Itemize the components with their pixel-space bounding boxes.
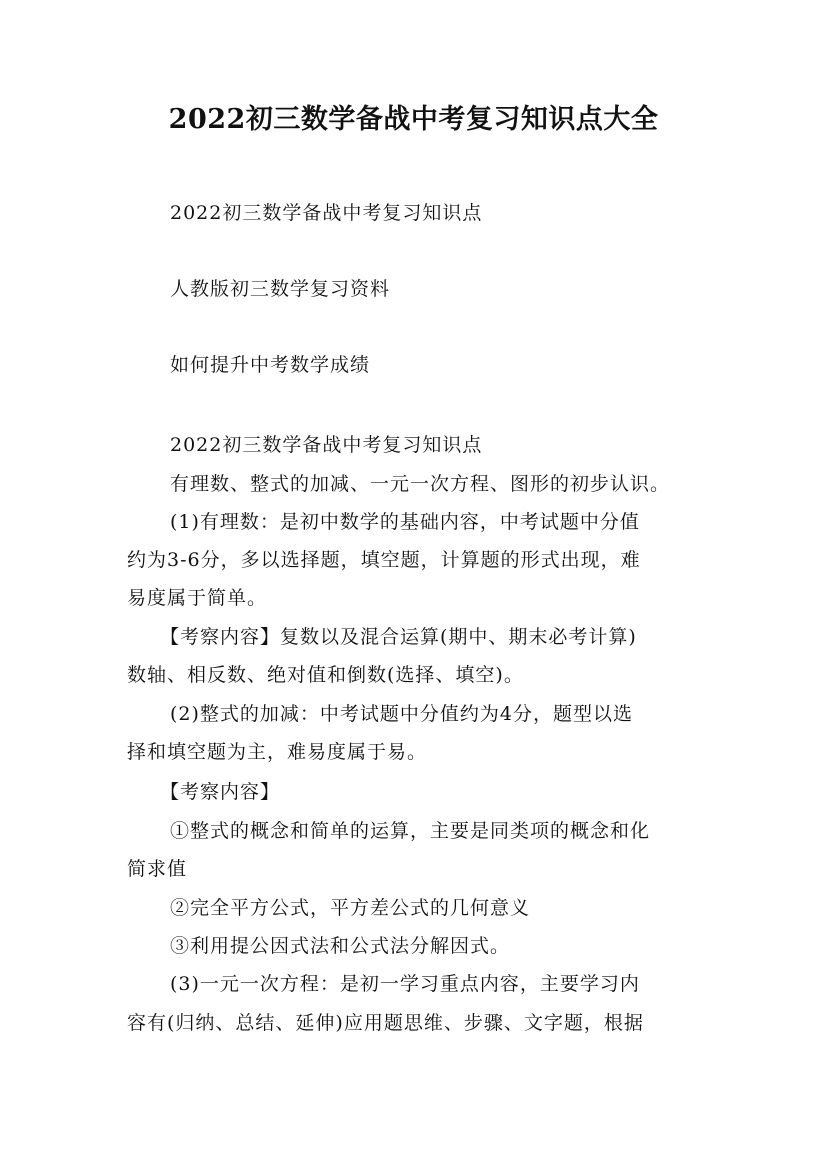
- paragraph-line: (2)整式的加减：中考试题中分值约为4分，题型以选: [170, 703, 634, 725]
- section-heading: 2022初三数学备战中考复习知识点: [170, 434, 483, 456]
- paragraph-line: 【考察内容】复数以及混合运算(期中、期末必考计算): [160, 626, 637, 648]
- toc-link-3[interactable]: 如何提升中考数学成绩: [170, 354, 371, 376]
- paragraph-line: (3)一元一次方程：是初一学习重点内容，主要学习内: [170, 973, 640, 995]
- toc-link-2[interactable]: 人教版初三数学复习资料: [170, 278, 391, 300]
- paragraph-line: 容有(归纳、总结、延伸)应用题思维、步骤、文字题，根据: [127, 1012, 644, 1034]
- paragraph-line: 数轴、相反数、绝对值和倒数(选择、填空)。: [127, 664, 524, 686]
- paragraph-line: (1)有理数：是初中数学的基础内容，中考试题中分值: [170, 511, 640, 533]
- paragraph-line: ②完全平方公式，平方差公式的几何意义: [170, 897, 531, 919]
- paragraph-line: 【考察内容】: [160, 781, 281, 803]
- paragraph-line: 简求值: [127, 858, 188, 880]
- paragraph-line: ①整式的概念和简单的运算，主要是同类项的概念和化: [170, 820, 651, 842]
- paragraph-line: 易度属于简单。: [127, 587, 268, 609]
- paragraph-line: 择和填空题为主，难易度属于易。: [127, 741, 428, 763]
- paragraph-line: 约为3-6分，多以选择题，填空题，计算题的形式出现，难: [127, 549, 641, 571]
- paragraph-line: ③利用提公因式法和公式法分解因式。: [170, 935, 511, 957]
- paragraph-line: 有理数、整式的加减、一元一次方程、图形的初步认识。: [170, 473, 671, 495]
- document-title: 2022初三数学备战中考复习知识点大全: [168, 104, 659, 135]
- toc-link-1[interactable]: 2022初三数学备战中考复习知识点: [170, 202, 483, 224]
